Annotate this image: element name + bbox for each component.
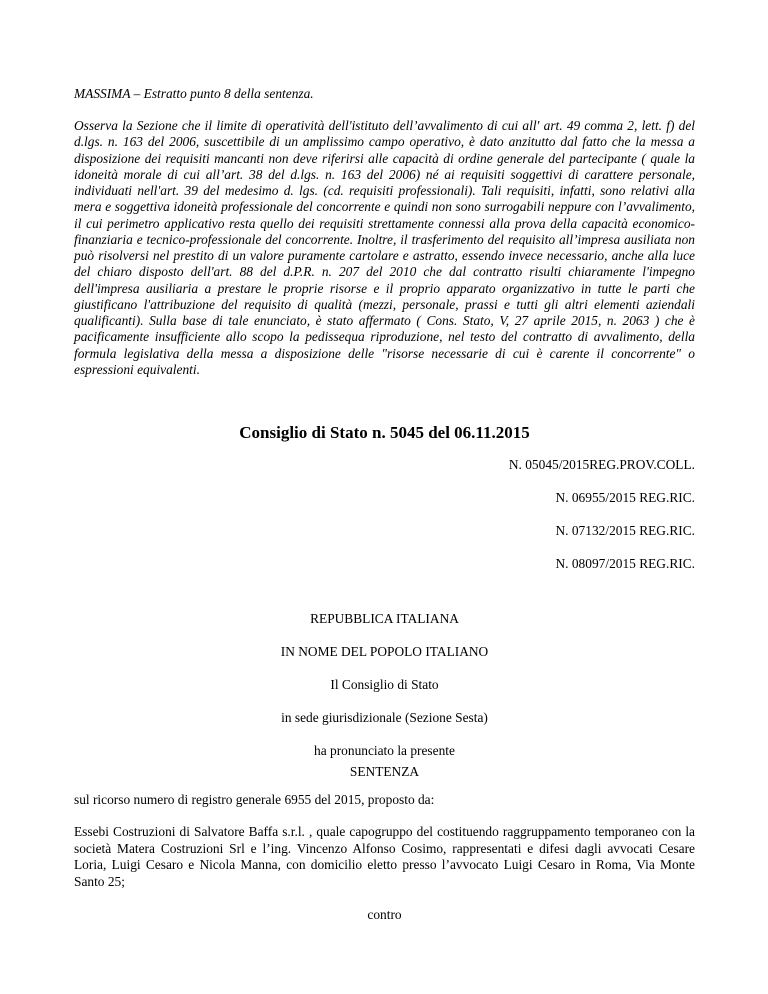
reference-number: N. 05045/2015REG.PROV.COLL.: [508, 457, 695, 472]
contro-line: contro: [367, 907, 402, 922]
reference-number: N. 08097/2015 REG.RIC.: [555, 556, 695, 571]
consiglio-line: Il Consiglio di Stato: [330, 677, 439, 692]
pronunciato-line: ha pronunciato la presente: [314, 743, 455, 758]
document-heading: Consiglio di Stato n. 5045 del 06.11.2015: [239, 423, 530, 442]
reference-number: N. 06955/2015 REG.RIC.: [555, 490, 695, 505]
parte-paragraph: Essebi Costruzioni di Salvatore Baffa s.r.l. , quale capogruppo del costituendo raggruppamento temporaneo con la società Matera Costruzioni Srl e l’ing. Vincenzo Alfonso Cosimo, rappresentati e difesi dagli avvocati Cesare Loria, Luigi Cesaro e Nicola Manna, con domicilio eletto presso l’avvocato Luigi Cesaro in Roma, Via Monte Santo 25;: [74, 824, 695, 889]
sede-line: in sede giurisdizionale (Sezione Sesta): [281, 710, 488, 725]
popolo-line: IN NOME DEL POPOLO ITALIANO: [280, 644, 489, 659]
massima-title: MASSIMA – Estratto punto 8 della sentenza.: [74, 86, 314, 101]
sentenza-line: SENTENZA: [349, 764, 420, 779]
massima-body: Osserva la Sezione che il limite di operatività dell'istituto dell’avvalimento di cui all' art. 49 comma 2, lett. f) del d.lgs. n. 163 del 2006, suscettibile di un amplissimo campo operativo, è dato anzitutto dal fatto che la messa a disposizione dei requisiti mancanti non deve riferirsi alle capacità di ordine generale del partecipante ( quale la idoneità morale di cui all’art. 38 del d.lgs. n. 163 del 2006) né ai requisiti soggettivi di carattere personale, individuati nell'art. 39 del medesimo d. lgs. (cd. requisiti professionali). Tali requisiti, infatti, sono relativi alla mera e soggettiva idoneità professionale del concorrente e quindi non sono surrogabili neppure con l’avvalimento, il cui perimetro applicativo resta quello dei requisiti strettamente connessi alla prova della capacità economico-finanziaria e tecnico-professionale del concorrente. Inoltre, il trasferimento del requisito all’impresa ausiliata non può risolversi nel prestito di un valore puramente cartolare e astratto, essendo invece necessario, anche alla luce del chiaro disposto dell'art. 88 del d.P.R. n. 207 del 2010 che dal contratto risulti chiaramente l'impegno dell'impresa ausiliaria a prestare le proprie risorse e il proprio apparato organizzativo in tutte le parti che giustificano l'attribuzione del requisito di qualità (mezzi, personale, prassi e tutti gli altri elementi aziendali qualificanti). Sulla base di tale enunciato, è stato affermato ( Cons. Stato, V, 27 aprile 2015, n. 2063 ) che è pacificamente insufficiente allo scopo la pedissequa riproduzione, nel testo del contratto di avvalimento, della formula legislativa della messa a disposizione delle "risorse necessarie di cui è carente il concorrente" o espressioni equivalenti.: [74, 118, 695, 377]
repubblica-line: REPUBBLICA ITALIANA: [310, 611, 459, 626]
reference-number: N. 07132/2015 REG.RIC.: [555, 523, 695, 538]
ricorso-line: sul ricorso numero di registro generale 6955 del 2015, proposto da:: [74, 792, 435, 807]
